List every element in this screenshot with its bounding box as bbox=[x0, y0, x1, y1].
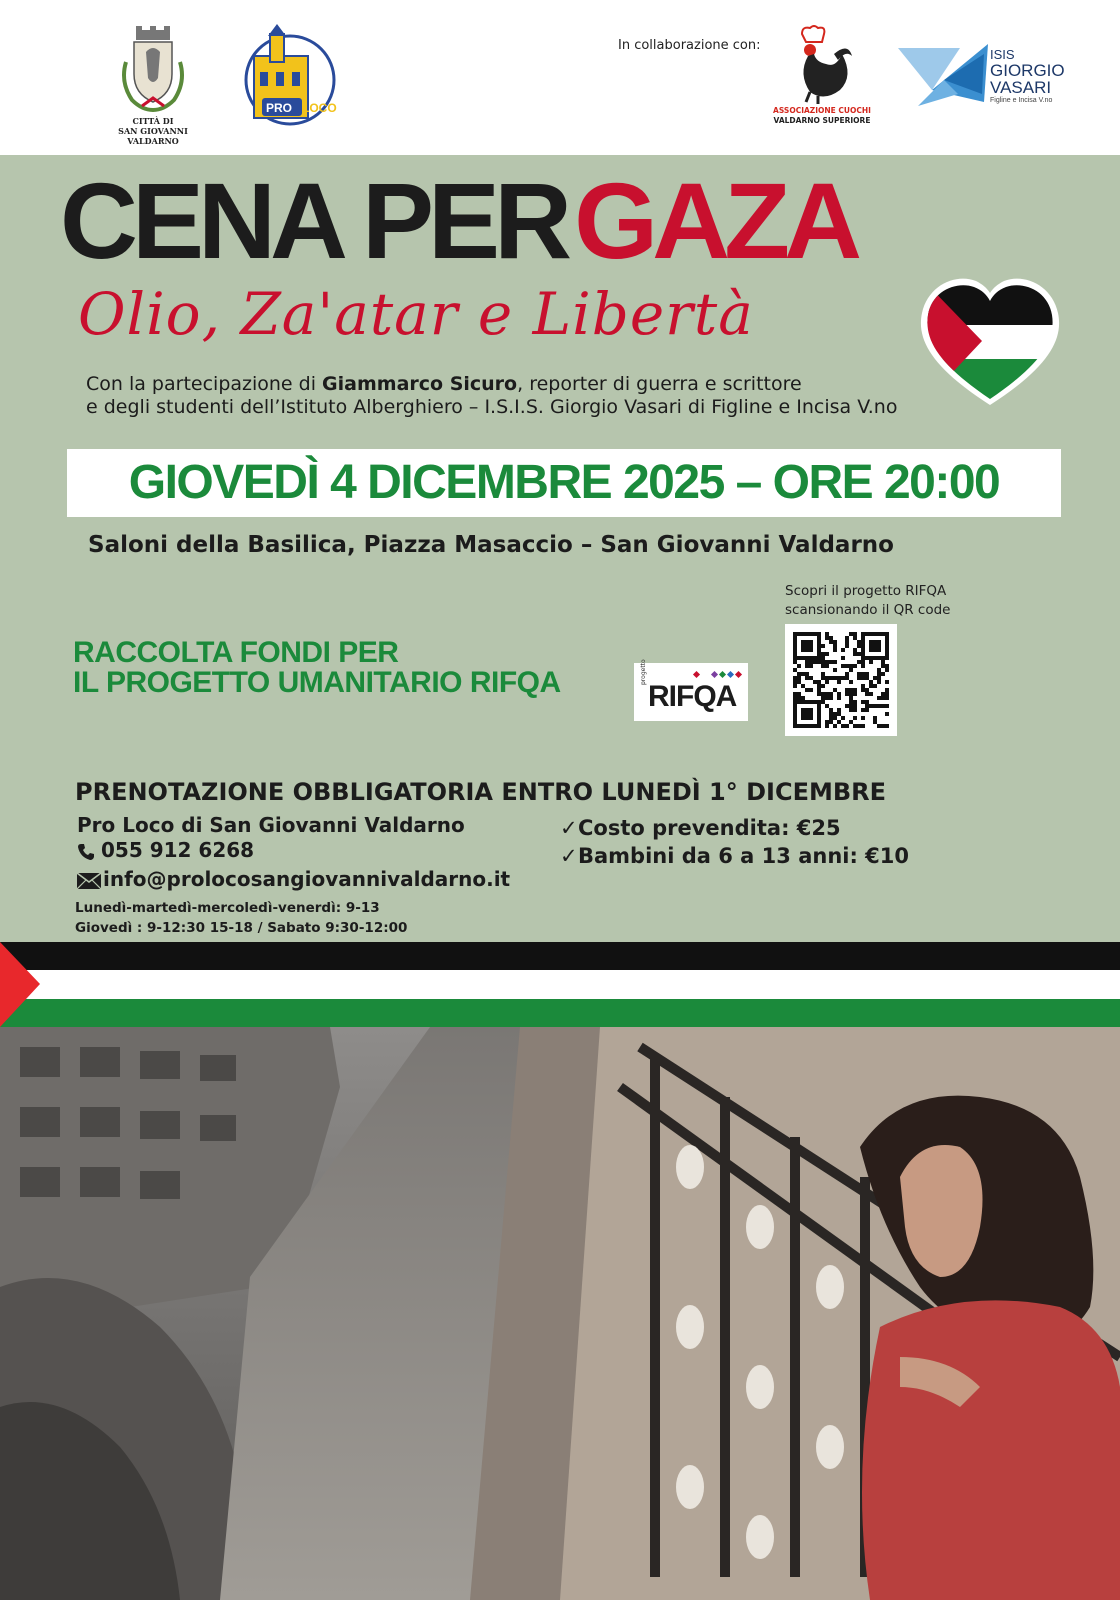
event-venue: Saloni della Basilica, Piazza Masaccio – San Giovanni Valdarno bbox=[88, 532, 894, 558]
price-item-adult: ✓Costo prevendita: €25 bbox=[560, 816, 841, 840]
intro-line-2: e degli studenti dell’Istituto Alberghiero – I.S.I.S. Giorgio Vasari di Figline e Incisa V.no bbox=[86, 396, 898, 418]
rooster-chef-icon bbox=[780, 24, 860, 104]
check-icon: ✓ bbox=[560, 816, 578, 840]
intro-text bbox=[86, 373, 1046, 419]
envelope-icon bbox=[77, 873, 101, 889]
guest-name: Giammarco Sicuro bbox=[322, 373, 518, 395]
pro-loco-logo bbox=[232, 20, 340, 132]
date-banner bbox=[67, 449, 1061, 517]
chef-association-caption: ASSOCIAZIONE CUOCHI VALDARNO SUPERIORE bbox=[773, 106, 871, 125]
qr-code[interactable] bbox=[785, 624, 897, 736]
price-item-children: ✓Bambini da 6 a 13 anni: €10 bbox=[560, 844, 910, 868]
event-subtitle: Olio, Za'atar e Libertà bbox=[78, 280, 754, 348]
event-panel bbox=[0, 155, 1120, 942]
rifqa-logo bbox=[634, 659, 748, 721]
svg-text:LOCO: LOCO bbox=[302, 101, 337, 115]
event-date: GIOVEDÌ 4 DICEMBRE 2025 – ORE 20:00 bbox=[128, 456, 1000, 509]
isis-triangle-icon bbox=[898, 44, 988, 110]
city-caption: CITTÀ DI SAN GIOVANNI VALDARNO bbox=[118, 116, 188, 146]
event-title bbox=[60, 161, 856, 281]
svg-text:PRO: PRO bbox=[266, 101, 293, 115]
phone-contact[interactable] bbox=[77, 837, 254, 863]
qr-caption: Scopri il progetto RIFQA scansionando il QR code bbox=[785, 583, 951, 618]
phone-number: 055 912 6268 bbox=[101, 838, 255, 862]
title-black: CENA PER bbox=[60, 160, 567, 281]
gaza-photo bbox=[0, 1027, 1120, 1600]
check-icon: ✓ bbox=[560, 844, 578, 868]
rifqa-tag: progetto bbox=[640, 659, 647, 685]
city-crest-icon bbox=[118, 22, 188, 112]
email-contact[interactable] bbox=[77, 866, 510, 892]
header bbox=[0, 0, 1120, 155]
title-red: GAZA bbox=[574, 160, 857, 281]
office-hours: Lunedì-martedì-mercoledì-venerdì: 9-13 Giovedì : 9-12:30 15-18 / Sabato 9:30-12:00 bbox=[75, 900, 408, 936]
school-logo-text: ISIS GIORGIO VASARI Figline e Incisa V.no bbox=[990, 47, 1065, 104]
booking-heading: PRENOTAZIONE OBBLIGATORIA ENTRO LUNEDÌ 1° DICEMBRE bbox=[75, 778, 887, 806]
rifqa-word: RIFQA bbox=[648, 680, 737, 713]
email-address: info@prolocosangiovannivaldarno.it bbox=[103, 867, 511, 891]
collab-label: In collaborazione con: bbox=[618, 38, 761, 53]
price-list bbox=[560, 814, 909, 870]
qr-code-icon bbox=[793, 632, 889, 728]
fundraising-heading: RACCOLTA FONDI PER IL PROGETTO UMANITARIO RIFQA bbox=[73, 636, 561, 699]
intro-line-1: Con la partecipazione di Giammarco Sicuro, reporter di guerra e scrittore bbox=[86, 373, 802, 395]
organizer-name: Pro Loco di San Giovanni Valdarno bbox=[77, 813, 465, 837]
phone-icon bbox=[77, 843, 95, 861]
palestine-flag-band bbox=[0, 942, 1120, 1027]
